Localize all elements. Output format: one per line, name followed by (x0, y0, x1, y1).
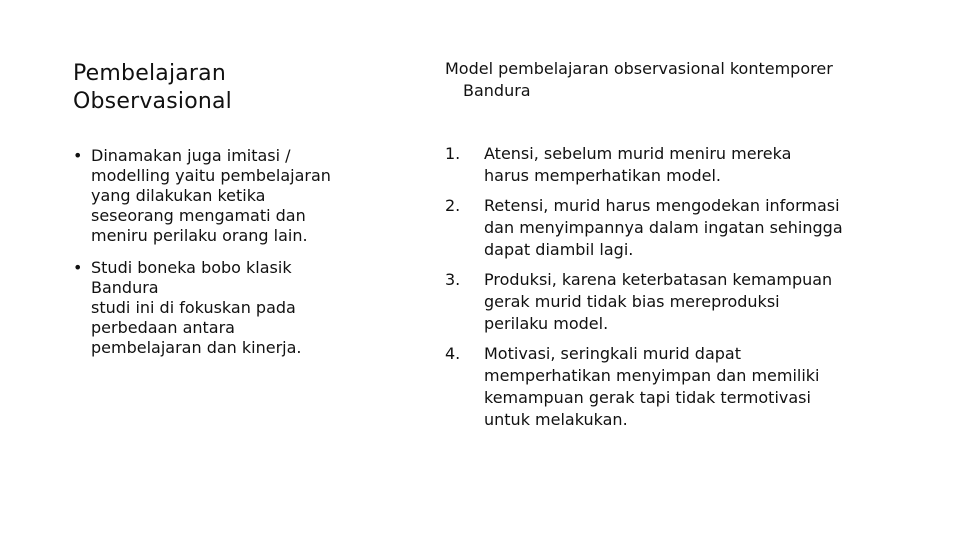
item-text-line: dapat diambil lagi. (484, 240, 634, 259)
item-text-line: perilaku model. (484, 314, 609, 333)
item-number: 2. (445, 196, 461, 215)
item-number: 1. (445, 144, 461, 163)
item-text-line: Produksi, karena keterbatasan kemampuan (484, 270, 833, 289)
numbered-item (445, 195, 915, 261)
item-text-line: memperhatikan menyimpan dan memiliki (484, 366, 820, 385)
item-number: 3. (445, 270, 461, 289)
numbered-item (445, 269, 915, 335)
bullet-text-line: seseorang mengamati dan (91, 206, 306, 225)
numbered-list (445, 143, 915, 439)
left-bullet-list (73, 146, 373, 370)
item-number: 4. (445, 344, 461, 363)
right-heading (445, 58, 915, 102)
slide-title (73, 60, 373, 116)
bullet-item (73, 146, 373, 246)
item-text-line: dan menyimpannya dalam ingatan sehingga (484, 218, 843, 237)
item-text-line: harus memperhatikan model. (484, 166, 721, 185)
bullet-marker: • (73, 258, 83, 277)
numbered-item (445, 143, 915, 187)
bullet-item (73, 258, 373, 358)
item-text-line: gerak murid tidak bias mereproduksi (484, 292, 780, 311)
bullet-text-line: perbedaan antara (91, 318, 235, 337)
item-text-line: Atensi, sebelum murid meniru mereka (484, 144, 792, 163)
bullet-text-line: meniru perilaku orang lain. (91, 226, 308, 245)
item-text-line: Retensi, murid harus mengodekan informasi (484, 196, 840, 215)
bullet-text-line: modelling yaitu pembelajaran (91, 166, 331, 185)
numbered-item (445, 343, 915, 431)
slide-title-line: Observasional (73, 89, 232, 114)
item-text-line: untuk melakukan. (484, 410, 628, 429)
slide-title-line: Pembelajaran (73, 61, 227, 86)
bullet-text-line: pembelajaran dan kinerja. (91, 338, 302, 357)
bullet-text-line: Studi boneka bobo klasik (91, 258, 292, 277)
right-heading-line: Bandura (463, 81, 531, 100)
bullet-text-line: yang dilakukan ketika (91, 186, 266, 205)
item-text-line: kemampuan gerak tapi tidak termotivasi (484, 388, 811, 407)
bullet-text-line: Bandura (91, 278, 159, 297)
item-text-line: Motivasi, seringkali murid dapat (484, 344, 741, 363)
bullet-text-line: studi ini di fokuskan pada (91, 298, 296, 317)
bullet-text-line: Dinamakan juga imitasi / (91, 146, 291, 165)
right-heading-line: Model pembelajaran observasional kontemporer (445, 59, 833, 78)
bullet-marker: • (73, 146, 83, 165)
